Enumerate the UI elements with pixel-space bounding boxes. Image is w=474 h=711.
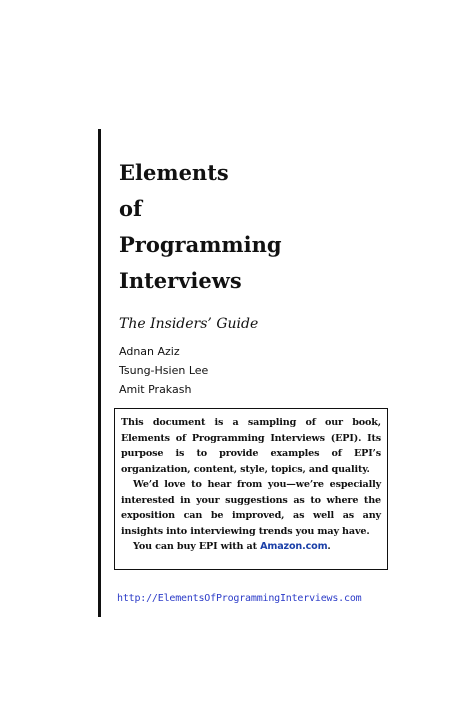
author-2: Tsung-Hsien Lee bbox=[119, 364, 209, 377]
title-line-4: Interviews bbox=[119, 268, 242, 293]
notice-buy-line bbox=[121, 539, 381, 555]
title-line-3: Programming bbox=[119, 232, 282, 257]
amazon-link[interactable]: Amazon.com bbox=[260, 541, 328, 552]
title-line-2: of bbox=[119, 196, 143, 221]
notice-paragraph-1: This document is a sampling of our book, Elements of Programming Interviews (EPI). Its purpose is to provide examples of EPI’s organization, content, style, topics, and quality. bbox=[121, 417, 381, 475]
book-subtitle: The Insiders’ Guide bbox=[119, 316, 259, 332]
author-1: Adnan Aziz bbox=[119, 345, 180, 358]
notice-paragraph-2: We’d love to hear from you—we’re especially interested in your suggestions as to where the exposition can be improved, as well as any insights into interviewing trends you may have. bbox=[121, 479, 381, 537]
buy-text-end: . bbox=[327, 541, 331, 552]
vertical-rule bbox=[98, 129, 101, 617]
title-line-1: Elements bbox=[119, 160, 229, 185]
buy-text: You can buy EPI with at bbox=[133, 541, 261, 552]
sample-notice-box bbox=[114, 408, 388, 570]
author-3: Amit Prakash bbox=[119, 383, 192, 396]
website-url-link[interactable]: http://ElementsOfProgrammingInterviews.com bbox=[117, 593, 362, 604]
